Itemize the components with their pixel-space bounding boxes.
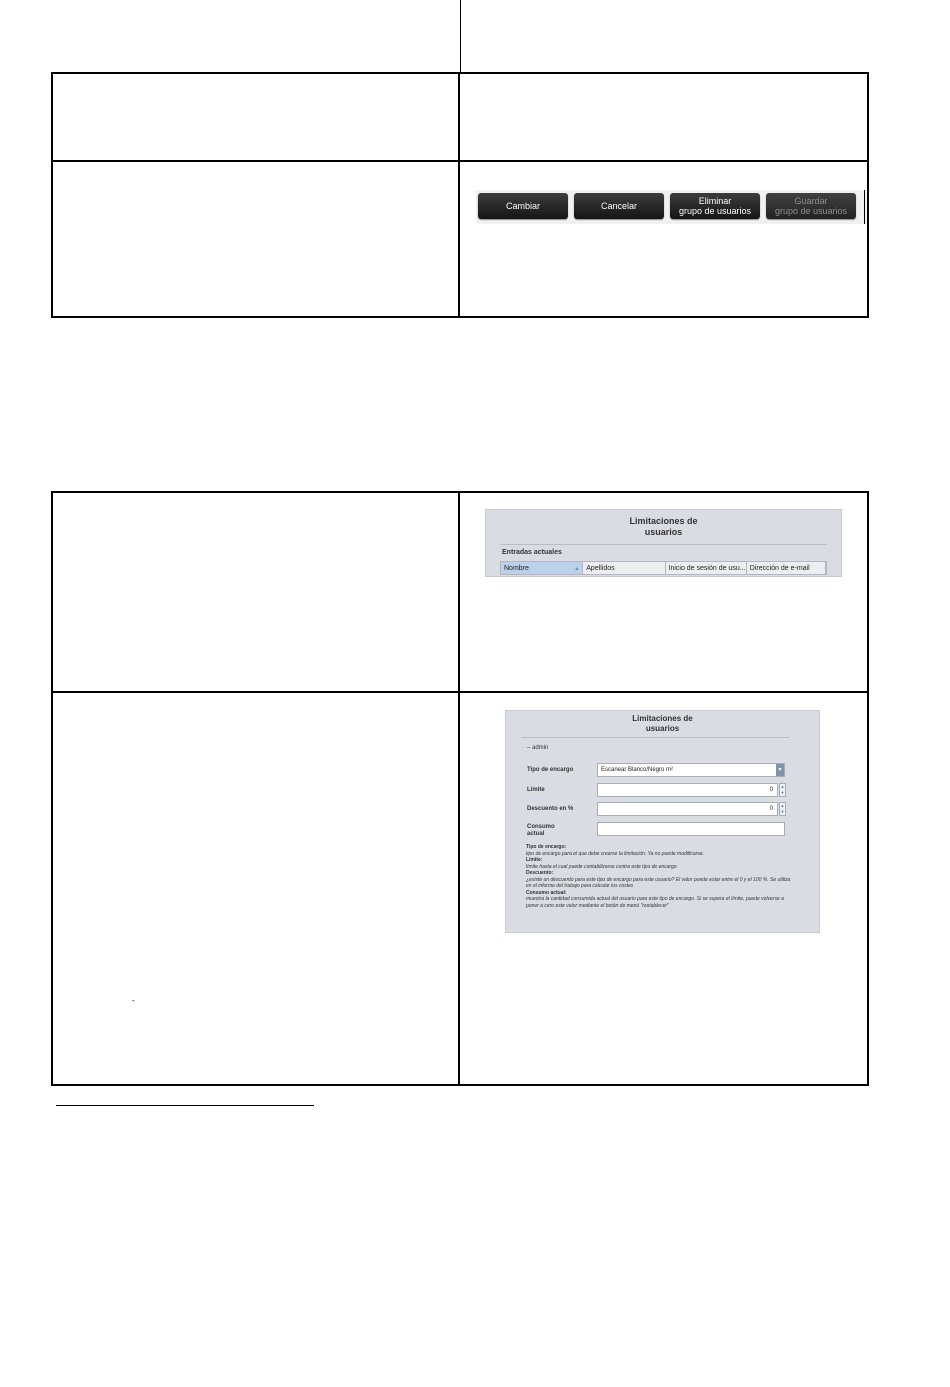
help-heading: Consumo actual: [526, 889, 567, 896]
help-body: ¿existe un descuento para este tipo de encargo para este usuario? El valor puede estar entre el 0 y el 100 %. Se utiliza en el informe del trabajo para calcular los costes [526, 876, 791, 889]
cambiar-button-label: Cambiar [505, 201, 540, 211]
button-label-line2: grupo de usuarios [774, 206, 848, 216]
cancelar-button[interactable] [574, 193, 664, 219]
toolbar-separator [864, 190, 865, 224]
table-row [53, 691, 867, 1084]
table-cell-right [460, 74, 867, 160]
sort-ascending-icon: ▲ [574, 566, 580, 572]
column-label: Inicio de sesión de usu... [668, 565, 746, 572]
user-name: – admin [527, 745, 549, 751]
descuento-stepper-icon[interactable]: ▲ ▼ [780, 803, 785, 814]
footnote-rule [56, 1105, 314, 1106]
column-header-nombre[interactable] [501, 562, 583, 574]
eliminar-grupo-button-label [679, 196, 751, 216]
table-row [53, 493, 867, 691]
panel-title-line1: Limitaciones de [629, 516, 698, 526]
consumo-label-line1: Consumo [527, 824, 555, 830]
panel-title [486, 516, 841, 538]
eliminar-grupo-button[interactable] [670, 193, 760, 219]
help-body: límite hasta el cual puede contabilizarse contra este tipo de encargo [526, 863, 677, 870]
cambiar-button[interactable] [478, 193, 568, 219]
guardar-grupo-button[interactable] [766, 193, 856, 219]
table-cell-right [460, 493, 867, 691]
consumo-label [527, 824, 555, 838]
table-header [500, 561, 827, 575]
help-body: muestra la cantidad consumida actual del usuario para este tipo de encargo. Si se supera el límite, puede volverse a poner a cero este valor mediante el botón de menú "restablecer" [526, 896, 784, 909]
table-2 [51, 491, 869, 1086]
action-toolbar [476, 190, 867, 224]
column-label: Nombre [504, 565, 529, 572]
table-cell-right [460, 162, 867, 316]
consumo-actual-field[interactable] [597, 822, 785, 836]
limite-label: Límite [527, 787, 545, 793]
table-cell-left [53, 162, 460, 316]
help-body: tipo de encargo para el que debe crearse la limitación. Ya no puede modificarse. [526, 850, 704, 857]
table-1 [51, 72, 869, 318]
top-vertical-rule [460, 0, 461, 72]
table-row [53, 160, 867, 316]
limitaciones-edit-panel [505, 710, 820, 933]
limite-stepper-icon[interactable]: ▲ ▼ [780, 784, 785, 795]
panel-title [506, 714, 819, 734]
chevron-down-icon[interactable]: ▼ [776, 764, 784, 776]
panel-title-line2: usuarios [645, 724, 680, 733]
table-cell-left [53, 74, 460, 160]
column-header-inicio-sesion[interactable] [666, 562, 747, 574]
table-cell-left [53, 493, 460, 691]
tipo-encargo-value: Escanear Blanco/Negro m² [601, 767, 674, 773]
help-heading: Límite: [526, 857, 543, 863]
limite-input[interactable] [597, 783, 778, 797]
help-text [526, 844, 791, 909]
help-heading: Descuento: [526, 870, 554, 876]
button-label-line2: grupo de usuarios [678, 206, 752, 216]
consumo-label-line2: actual [527, 831, 545, 837]
guardar-grupo-button-label [775, 196, 847, 216]
panel-title-line2: usuarios [644, 527, 683, 537]
column-header-apellidos[interactable] [583, 562, 665, 574]
cancelar-button-label: Cancelar [600, 201, 638, 211]
divider [500, 544, 827, 545]
column-header-email[interactable] [747, 562, 826, 574]
table-cell-right [460, 693, 867, 1084]
tipo-encargo-select[interactable] [597, 763, 785, 777]
section-heading: Entradas actuales [502, 549, 562, 556]
tipo-encargo-label: Tipo de encargo [527, 767, 574, 773]
column-label: Apellidos [586, 565, 615, 572]
descuento-value: 0 [769, 806, 773, 812]
descuento-label: Descuento en % [527, 806, 574, 812]
descuento-input[interactable] [597, 802, 778, 816]
button-label-line1: Eliminar [698, 196, 732, 206]
divider [522, 737, 789, 738]
button-label-line1: Guardar [794, 196, 828, 206]
limitaciones-list-panel [485, 509, 842, 577]
table-row [53, 74, 867, 160]
panel-title-line1: Limitaciones de [632, 714, 693, 723]
table-cell-left [53, 693, 460, 1084]
help-heading: Tipo de encargo: [526, 844, 567, 850]
column-label: Dirección de e-mail [749, 565, 810, 572]
limite-value: 0 [769, 787, 773, 793]
stray-dash: - [132, 996, 135, 1005]
